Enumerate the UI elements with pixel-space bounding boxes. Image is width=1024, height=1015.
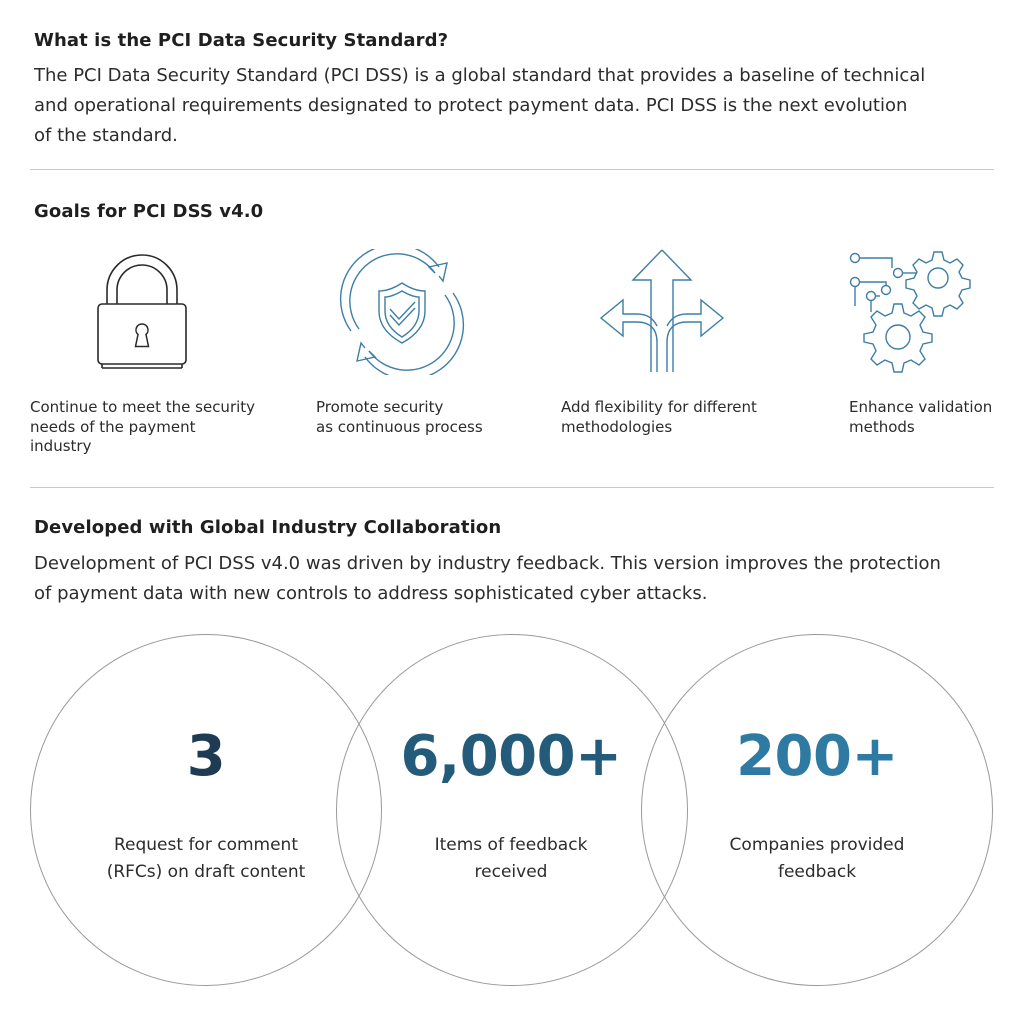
diverging-arrows-icon	[599, 248, 725, 374]
goal-caption-line: methodologies	[561, 417, 673, 436]
gears-circuit-icon	[846, 246, 972, 374]
goal-caption-line: as continuous process	[316, 417, 483, 436]
stat-caption	[36, 832, 376, 886]
collaboration-line: of payment data with new controls to address sophisticated cyber attacks.	[34, 583, 708, 604]
goal-caption-line: needs of the payment	[30, 417, 196, 436]
shield-cycle-icon	[339, 249, 465, 375]
collaboration-heading: Developed with Global Industry Collaboration	[34, 517, 502, 538]
goal-caption-line: Promote security	[316, 398, 444, 416]
goal-caption-line: Enhance validation	[849, 398, 993, 416]
stat-caption-line: Items of feedback	[434, 835, 588, 855]
intro-heading: What is the PCI Data Security Standard?	[34, 30, 449, 51]
goals-heading: Goals for PCI DSS v4.0	[34, 201, 264, 222]
goal-caption-line: Add flexibility for different	[561, 398, 757, 416]
section-divider	[30, 487, 994, 488]
goal-caption	[30, 398, 255, 457]
collaboration-paragraph	[34, 549, 941, 609]
goal-caption-line: Continue to meet the security	[30, 398, 256, 416]
stat-circle	[336, 634, 688, 986]
stat-circle	[30, 634, 382, 986]
intro-paragraph	[34, 61, 925, 151]
stat-caption-line: feedback	[777, 862, 857, 882]
goal-caption	[849, 398, 992, 437]
goal-caption-line: methods	[849, 417, 915, 436]
stat-circle	[641, 634, 993, 986]
stat-number: 3	[186, 724, 226, 789]
stat-caption-line: (RFCs) on draft content	[106, 862, 306, 882]
stat-caption-line: Request for comment	[113, 835, 298, 855]
goal-caption-line: industry	[30, 437, 92, 455]
intro-line: of the standard.	[34, 125, 178, 146]
stat-caption-line: received	[474, 862, 548, 882]
collaboration-line: Development of PCI DSS v4.0 was driven by industry feedback. This version improves the protection	[34, 553, 941, 574]
stat-caption-line: Companies provided	[729, 835, 905, 855]
padlock-icon	[96, 248, 188, 374]
goal-caption	[316, 398, 483, 437]
intro-line: and operational requirements designated to protect payment data. PCI DSS is the next evolution	[34, 95, 908, 116]
section-divider	[30, 169, 994, 170]
goal-caption	[561, 398, 757, 437]
stat-caption	[647, 832, 987, 886]
intro-line: The PCI Data Security Standard (PCI DSS) is a global standard that provides a baseline of technical	[34, 65, 926, 86]
stat-number: 200+	[736, 724, 898, 789]
stat-number: 6,000+	[400, 724, 622, 789]
stat-caption	[341, 832, 681, 886]
